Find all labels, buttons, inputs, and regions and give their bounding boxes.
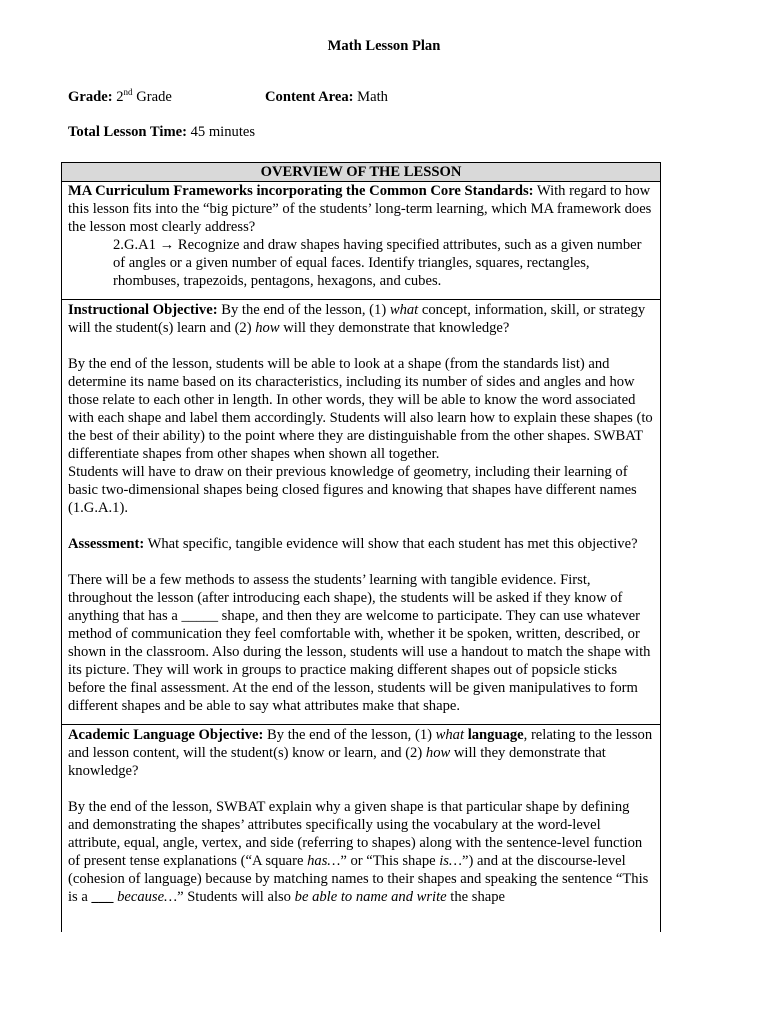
language-body-e: the shape (450, 889, 506, 905)
language-prompt-a: By the end of the lesson, (1) (267, 727, 432, 743)
grade-label: Grade: (68, 89, 113, 105)
language-body-is: is… (439, 853, 462, 869)
language-body-c: ”) and at the discourse-level (cohesion of language) because by matching names to their shapes and speaking the sentence “This is a (68, 853, 649, 905)
language-body-blank: ___ (91, 889, 114, 905)
content-area-label: Content Area: (265, 89, 354, 105)
language-body (68, 798, 654, 906)
assessment-blank: _____ (181, 608, 218, 624)
language-body-d: ” Students will also (177, 889, 291, 905)
lesson-time-field (68, 123, 255, 141)
language-cell (62, 725, 660, 906)
objective-label: Instructional Objective: (68, 302, 218, 318)
overview-heading: OVERVIEW OF THE LESSON (62, 163, 660, 182)
language-body-has: has… (307, 853, 341, 869)
language-prompt-how: how (425, 745, 451, 761)
grade-unit: Grade (136, 89, 172, 105)
objective-body-1: By the end of the lesson, students will be able to look at a shape (from the standards list) and determine its name based on its characteristics, including its number of sides and angles and how those relate to each other in length. In other words, they will be able to know the word associated with each shape and label them accordingly. Students will also learn how to explain these shapes (to the best of their ability) to the point where they are distinguishable from the other shapes. SWBAT differentiate shapes from other shapes when shown all together. (68, 356, 653, 462)
objective-prompt-what: what (389, 302, 419, 318)
grade-suffix: nd (123, 87, 133, 98)
objective-prompt (68, 301, 654, 337)
lesson-time-label: Total Lesson Time: (68, 124, 187, 140)
objective-prompt-c: will they demonstrate that knowledge? (283, 320, 510, 336)
language-body-b: ” or “This shape (340, 853, 436, 869)
language-label: Academic Language Objective: (68, 727, 264, 743)
language-prompt-c: will they demonstrate that knowledge? (68, 745, 606, 779)
language-body-a: By the end of the lesson, SWBAT explain why a given shape is that particular shape by defining and demonstrating the shapes’ attributes specifically using the vocabulary at the word-level attribute, equal, angle, vertex, and side (referring to shapes) along with the sentence-level function of present tense explanations (“A square (68, 799, 643, 869)
language-prompt-language: language (467, 727, 524, 743)
objective-prompt-b: concept, information, skill, or strategy will the student(s) learn and (2) (68, 302, 646, 336)
assessment-body-a: There will be a few methods to assess the students’ learning with tangible evidence. First, throughout the lesson (after introducing each shape), the students will be asked if they know of anything that has a (68, 572, 623, 624)
page-title: Math Lesson Plan (327, 38, 441, 54)
assessment-label: Assessment: (68, 536, 145, 552)
lesson-time-value: 45 minutes (190, 124, 256, 140)
objective-prompt-how: how (255, 320, 280, 336)
content-area-value: Math (357, 89, 388, 105)
assessment-prompt-text: What specific, tangible evidence will show that each student has met this objective? (147, 536, 638, 552)
frameworks-prompt: With regard to how this lesson fits into the “big picture” of the students’ long-term learning, which MA framework does the lesson most clearly address? (68, 183, 652, 235)
frameworks-paragraph (68, 182, 654, 236)
frameworks-label: MA Curriculum Frameworks incorporating the Common Core Standards: (68, 183, 534, 199)
language-prompt (68, 726, 654, 780)
overview-table (61, 162, 661, 932)
objective-prompt-a: By the end of the lesson, (1) (221, 302, 387, 318)
assessment-prompt (68, 535, 654, 553)
language-body-because: because… (117, 889, 178, 905)
content-area-field (265, 88, 388, 106)
assessment-body (68, 571, 654, 715)
frameworks-standard: 2.G.A1 → Recognize and draw shapes having specified attributes, such as a given number of angles or a given number of equal faces. Identify triangles, squares, rectangles, rhombuses, trapezoids, pentagons, hexagons, and cubes. (113, 237, 642, 289)
frameworks-cell (62, 182, 660, 300)
language-prompt-what: what (435, 727, 465, 743)
language-prompt-b: , relating to the lesson and lesson content, will the student(s) know or learn, and (2) (68, 727, 653, 761)
language-body-able: be able to name and write (294, 889, 447, 905)
grade-field (68, 88, 172, 106)
grade-number: 2 (116, 89, 124, 105)
objective-body-2: Students will have to draw on their previous knowledge of geometry, including their learning of basic two-dimensional shapes being closed figures and knowing that shapes have different names (1.G.A.1). (68, 464, 637, 516)
objective-cell (62, 300, 660, 725)
assessment-body-b: shape, and then they are welcome to participate. They can use whatever method of communication they feel comfortable with, whether it be spoken, written, described, or shown in the classroom. Also during the lesson, students will use a handout to match the shape with its picture. They will work in groups to practice making different shapes out of popsicle sticks before the final assessment. At the end of the lesson, students will be given manipulatives to form different shapes and be able to say what attributes make that shape. (68, 608, 651, 714)
